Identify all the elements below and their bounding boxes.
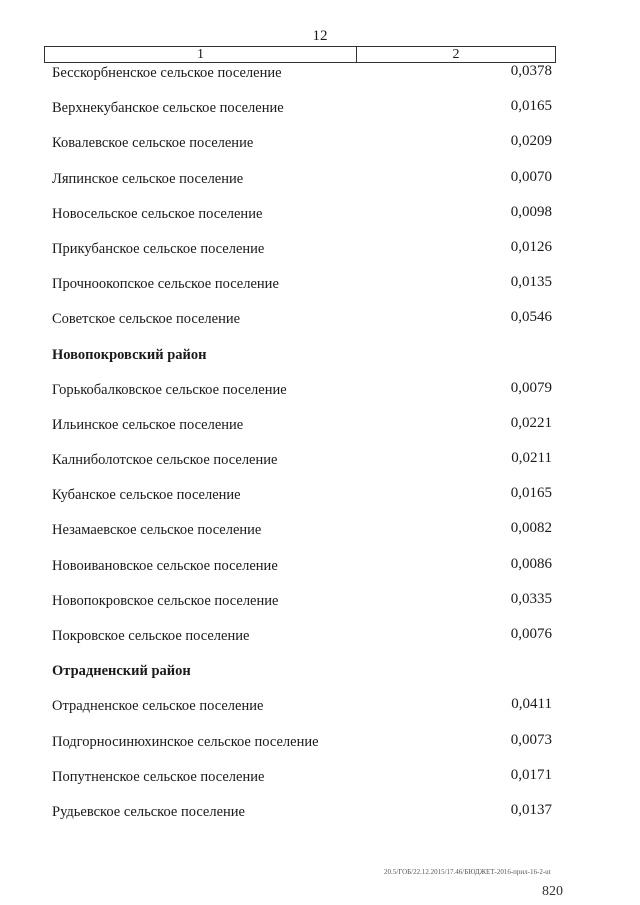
settlement-name: Отрадненское сельское поселение [52, 698, 264, 715]
settlement-name: Бесскорбненское сельское поселение [52, 65, 282, 81]
page-number: 12 [312, 28, 328, 44]
settlement-name: Покровское сельское поселение [52, 628, 250, 644]
coefficient-value: 0,0137 [510, 801, 552, 818]
settlement-name: Ковалевское сельское поселение [52, 135, 254, 152]
table-row [0, 163, 640, 198]
coefficient-value: 0,0086 [510, 555, 552, 572]
table-row [0, 198, 640, 233]
settlement-name: Кубанское сельское поселение [52, 487, 241, 504]
column-1-header: 1 [45, 47, 357, 62]
table-row [0, 690, 640, 725]
settlement-name: Прочноокопское сельское поселение [52, 276, 279, 293]
coefficient-value: 0,0165 [510, 485, 552, 502]
coefficient-value: 0,0209 [510, 133, 552, 150]
settlement-name: Горькобалковское сельское поселение [52, 381, 287, 398]
settlement-name: Прикубанское сельское поселение [52, 240, 265, 257]
table-row [0, 409, 640, 444]
settlement-name: Рудьевское сельское поселение [52, 803, 245, 820]
coefficient-value: 0,0135 [510, 274, 552, 291]
table-row [0, 127, 640, 162]
district-heading [0, 339, 640, 374]
settlement-name: Верхнекубанское сельское поселение [52, 100, 284, 117]
table-row [0, 92, 640, 127]
settlement-name: Подгорносинюхинское сельское поселение [52, 733, 319, 750]
settlement-name: Новопокровское сельское поселение [52, 592, 279, 609]
table-row [0, 550, 640, 585]
table-row [0, 479, 640, 514]
table-row [0, 761, 640, 796]
settlement-name: Ильинское сельское поселение [52, 416, 244, 433]
settlement-name: Незамаевское сельское поселение [52, 522, 262, 539]
coefficient-value: 0,0171 [510, 766, 552, 783]
coefficient-value: 0,0098 [510, 203, 552, 220]
coefficient-value: 0,0411 [511, 696, 552, 713]
table-row [0, 233, 640, 268]
table-row [0, 268, 640, 303]
settlement-table [0, 57, 640, 831]
coefficient-value: 0,0165 [510, 98, 552, 115]
settlement-name: Попутненское сельское поселение [52, 768, 265, 785]
settlement-name: Калниболотское сельское поселение [52, 452, 278, 469]
table-row [0, 620, 640, 655]
table-row [0, 303, 640, 338]
coefficient-value: 0,0546 [510, 309, 552, 326]
coefficient-value: 0,0070 [510, 168, 552, 185]
coefficient-value: 0,0076 [510, 626, 552, 642]
table-row [0, 726, 640, 761]
district-name: Отрадненский район [52, 663, 191, 680]
coefficient-value: 0,0126 [510, 238, 552, 255]
coefficient-value: 0,0211 [511, 450, 552, 467]
table-row [0, 57, 640, 92]
district-name: Новопокровский район [52, 346, 207, 363]
coefficient-value: 0,0073 [510, 731, 552, 748]
table-row [0, 796, 640, 831]
coefficient-value: 0,0378 [510, 63, 552, 79]
table-row [0, 374, 640, 409]
document-code: 20.5/ГОБ/22.12.2015/17.46/БЮДЖЕТ-2016-прил-16-2-ut [384, 868, 551, 876]
settlement-name: Советское сельское поселение [52, 311, 241, 328]
coefficient-value: 0,0079 [510, 379, 552, 396]
coefficient-value: 0,0335 [510, 590, 552, 607]
settlement-name: Новосельское сельское поселение [52, 205, 263, 222]
table-row [0, 585, 640, 620]
coefficient-value: 0,0082 [510, 520, 552, 537]
settlement-name: Новоивановское сельское поселение [52, 557, 278, 574]
table-row [0, 444, 640, 479]
sheet-number: 820 [542, 884, 563, 899]
district-heading [0, 655, 640, 690]
coefficient-value: 0,0221 [510, 414, 552, 431]
column-2-header: 2 [452, 47, 460, 62]
settlement-name: Ляпинское сельское поселение [52, 170, 244, 187]
table-row [0, 514, 640, 549]
